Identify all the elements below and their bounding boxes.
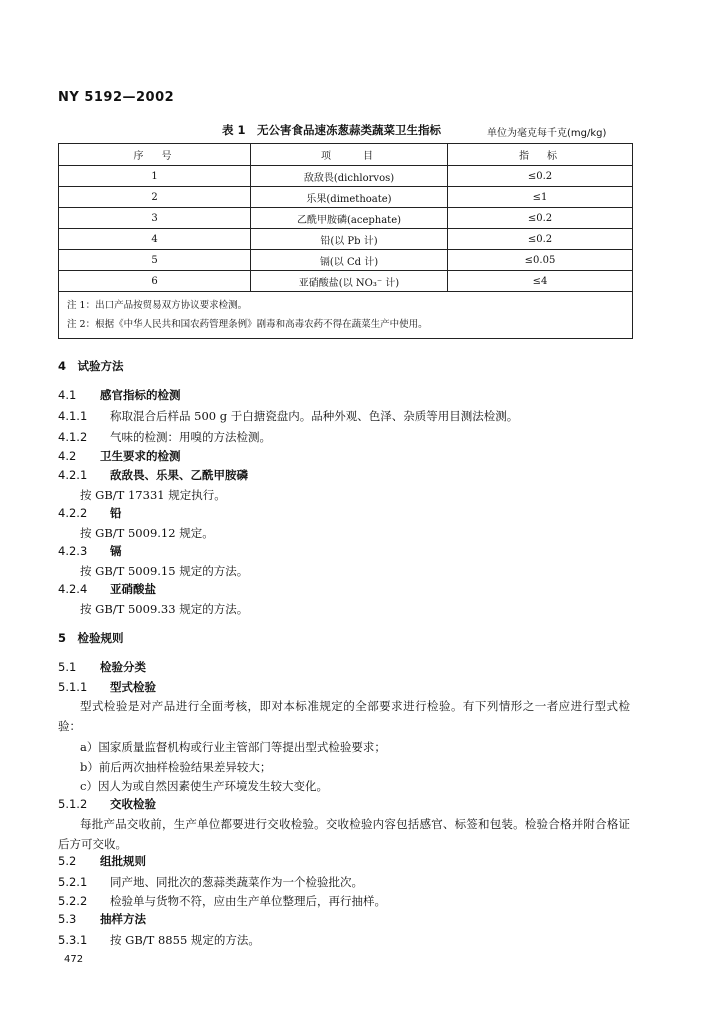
table-header-row — [59, 144, 633, 166]
section-5-1-2-title: 交收检验 — [110, 797, 156, 811]
section-5-1-2-heading: 5.1.2 交收检验 — [58, 797, 156, 811]
row-item: 敌敌畏(dichlorvos) — [251, 166, 448, 187]
section-5-2-heading: 5.2 组批规则 — [58, 854, 146, 868]
section-5-2-1: 5.2.1 同产地、同批次的葱蒜类蔬菜作为一个检验批次。 — [58, 875, 363, 889]
section-4-1-heading: 4.1 感官指标的检测 — [58, 388, 181, 402]
section-4-2-3-text: 按 GB/T 5009.15 规定的方法。 — [80, 564, 249, 578]
row-number: 4 — [59, 229, 251, 250]
table-row — [59, 166, 633, 187]
section-5-2-2-text: 检验单与货物不符，应由生产单位整理后，再行抽样。 — [110, 894, 386, 908]
section-5-1-1-title: 型式检验 — [110, 680, 156, 694]
list-item: a）国家质量监督机构或行业主管部门等提出型式检验要求； — [80, 740, 386, 754]
table-note-2: 注 2：根据《中华人民共和国农药管理条例》剧毒和高毒农药不得在蔬菜生产中使用。 — [67, 319, 428, 330]
list-item: c）因人为或自然因素使生产环境发生较大变化。 — [80, 779, 328, 793]
table-row — [59, 250, 633, 271]
list-item: b）前后两次抽样检验结果差异较大； — [80, 760, 272, 774]
section-4-1-2-text: 气味的检测：用嗅的方法检测。 — [110, 430, 271, 444]
section-5-2-1-text: 同产地、同批次的葱蒜类蔬菜作为一个检验批次。 — [110, 875, 363, 889]
section-4-2-3-heading: 4.2.3 镉 — [58, 544, 122, 558]
row-number: 3 — [59, 208, 251, 229]
table-note-1: 注 1：出口产品按贸易双方协议要求检测。 — [67, 300, 248, 311]
section-4-2-2-title: 铅 — [110, 506, 122, 520]
table-notes-row — [59, 292, 633, 339]
table-caption: 表 1 无公害食品速冻葱蒜类蔬菜卫生指标 — [222, 123, 442, 137]
row-number: 1 — [59, 166, 251, 187]
table-notes — [59, 292, 633, 339]
row-item: 亚硝酸盐(以 NO₃⁻ 计) — [251, 271, 448, 292]
section-5-3-heading: 5.3 抽样方法 — [58, 912, 146, 926]
section-5-1-2-text: 每批产品交收前，生产单位都要进行交收检验。交收检验内容包括感官、标签和包装。检验合格并附合格证后方可交收。 — [58, 817, 630, 851]
row-number: 2 — [59, 187, 251, 208]
section-4-1-2: 4.1.2 气味的检测：用嗅的方法检测。 — [58, 430, 271, 444]
section-4-2-4-text: 按 GB/T 5009.33 规定的方法。 — [80, 602, 249, 616]
section-4-2-4-heading: 4.2.4 亚硝酸盐 — [58, 582, 156, 596]
row-limit: ≤0.2 — [448, 229, 633, 250]
table-row — [59, 271, 633, 292]
row-limit: ≤0.2 — [448, 166, 633, 187]
section-4-1-1-text: 称取混合后样品 500 g 于白搪瓷盘内。品种外观、色泽、杂质等用目测法检测。 — [110, 409, 519, 423]
page-number: 472 — [64, 954, 84, 965]
row-item: 乙酰甲胺磷(acephate) — [251, 208, 448, 229]
standard-number: NY 5192—2002 — [58, 90, 175, 105]
section-4-2-1-title: 敌敌畏、乐果、乙酰甲胺磷 — [110, 468, 248, 482]
section-4-2-4-title: 亚硝酸盐 — [110, 582, 156, 596]
section-4-2-2-text: 按 GB/T 5009.12 规定。 — [80, 526, 214, 540]
section-5-1-title: 检验分类 — [100, 660, 146, 674]
section-4-2-1-text: 按 GB/T 17331 规定执行。 — [80, 488, 226, 502]
row-number: 6 — [59, 271, 251, 292]
section-5-title: 5 检验规则 — [58, 631, 124, 645]
section-4-1-title: 感官指标的检测 — [100, 388, 181, 402]
table-unit: 单位为毫克每千克(mg/kg) — [487, 128, 607, 139]
section-4-2-2-heading: 4.2.2 铅 — [58, 506, 122, 520]
section-4-1-1: 4.1.1 称取混合后样品 500 g 于白搪瓷盘内。品种外观、色泽、杂质等用目测法检测。 — [58, 409, 519, 423]
table-row — [59, 187, 633, 208]
row-limit: ≤4 — [448, 271, 633, 292]
row-item: 铅(以 Pb 计) — [251, 229, 448, 250]
section-5-1-1-heading: 5.1.1 型式检验 — [58, 680, 156, 694]
row-number: 5 — [59, 250, 251, 271]
row-limit: ≤0.2 — [448, 208, 633, 229]
column-header-item: 项 目 — [251, 144, 448, 166]
column-header-limit: 指 标 — [448, 144, 633, 166]
section-4-2-1-heading: 4.2.1 敌敌畏、乐果、乙酰甲胺磷 — [58, 468, 248, 482]
section-5-2-title: 组批规则 — [100, 854, 146, 868]
table-row — [59, 229, 633, 250]
row-limit: ≤0.05 — [448, 250, 633, 271]
section-5-1-heading: 5.1 检验分类 — [58, 660, 146, 674]
row-item: 乐果(dimethoate) — [251, 187, 448, 208]
column-header-no: 序 号 — [59, 144, 251, 166]
section-5-3-1-text: 按 GB/T 8855 规定的方法。 — [110, 933, 260, 947]
section-4-2-title: 卫生要求的检测 — [100, 449, 181, 463]
table-row — [59, 208, 633, 229]
section-5-3-1: 5.3.1 按 GB/T 8855 规定的方法。 — [58, 933, 260, 947]
row-item: 镉(以 Cd 计) — [251, 250, 448, 271]
section-5-3-title: 抽样方法 — [100, 912, 146, 926]
section-5-2-2: 5.2.2 检验单与货物不符，应由生产单位整理后，再行抽样。 — [58, 894, 386, 908]
row-limit: ≤1 — [448, 187, 633, 208]
section-5-1-1-text: 型式检验是对产品进行全面考核，即对本标准规定的全部要求进行检验。有下列情形之一者应进行型式检验： — [58, 699, 630, 733]
section-4-2-heading: 4.2 卫生要求的检测 — [58, 449, 181, 463]
hygiene-index-table — [58, 143, 633, 339]
section-4-2-3-title: 镉 — [110, 544, 122, 558]
section-4-title: 4 试验方法 — [58, 359, 124, 373]
